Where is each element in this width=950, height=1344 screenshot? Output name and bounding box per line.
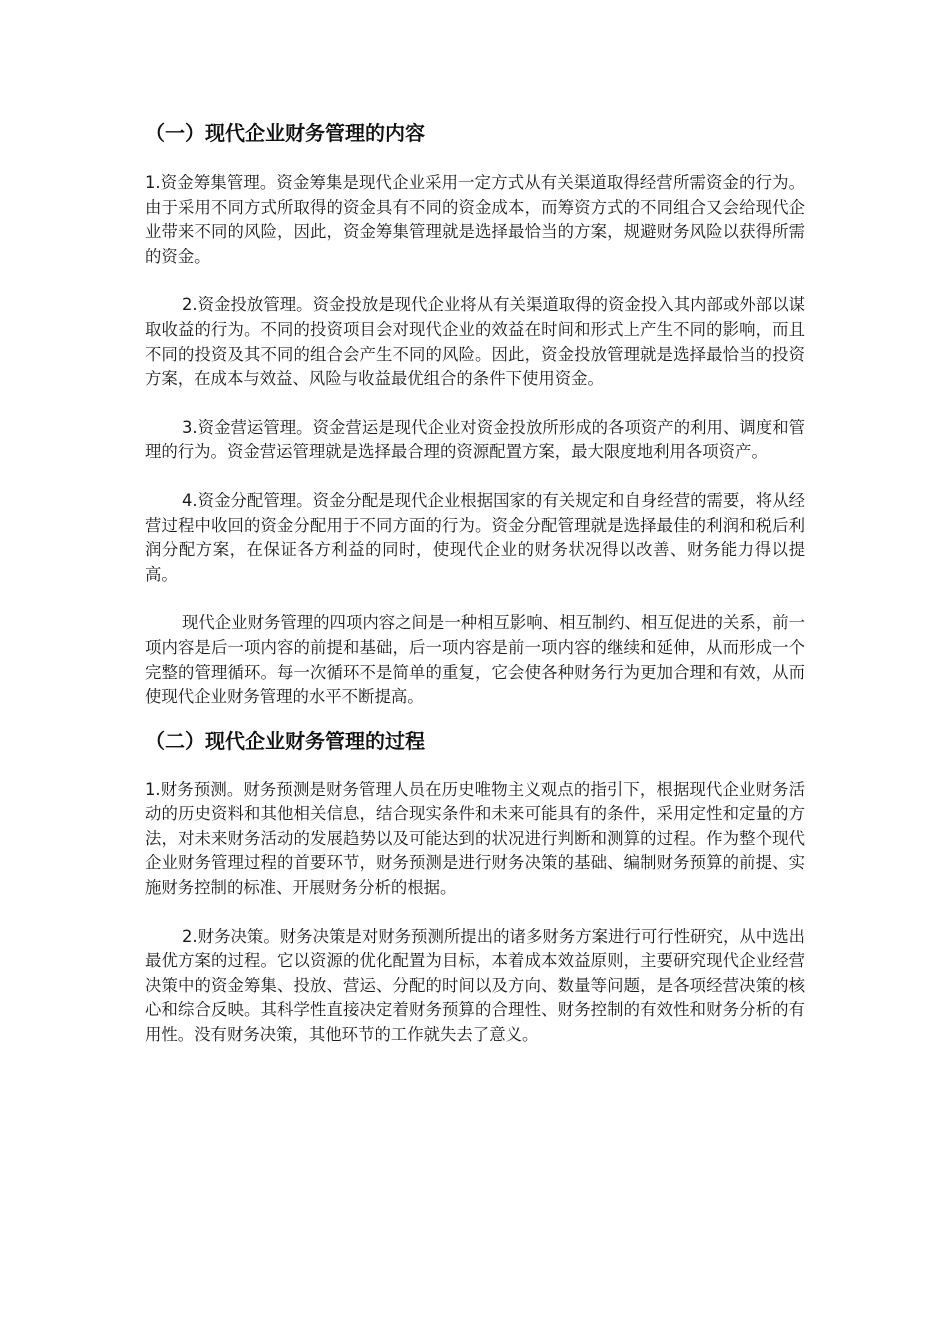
section1-paragraph-4: 4.资金分配管理。资金分配是现代企业根据国家的有关规定和自身经营的需要，将从经营过程中收回的资金分配用于不同方面的行为。资金分配管理就是选择最佳的利润和税后利润分配方案，在保证各方利益的同时，使现代企业的财务状况得以改善、财务能力得以提高。 — [145, 490, 805, 584]
section1-paragraph-1: 1.资金筹集管理。资金筹集是现代企业采用一定方式从有关渠道取得经营所需资金的行为。由于采用不同方式所取得的资金具有不同的资金成本，而筹资方式的不同组合又会给现代企业带来不同的风险，因此，资金筹集管理就是选择最恰当的方案，规避财务风险以获得所需的资金。 — [145, 173, 805, 266]
section2-paragraph-2: 2.财务决策。财务决策是对财务预测所提出的诸多财务方案进行可行性研究，从中选出最优方案的过程。它以资源的优化配置为目标，本着成本效益原则，主要研究现代企业经营决策中的资金筹集、投放、营运、分配的时间以及方向、数量等问题，是各项经营决策的核心和综合反映。其科学性直接决定着财务预算的合理性、财务控制的有效性和财务分析的有用性。没有财务决策，其他环节的工作就失去了意义。 — [145, 926, 805, 1045]
section2-heading: （二）现代企业财务管理的过程 — [145, 728, 425, 753]
section2-paragraph-1: 1.财务预测。财务预测是财务管理人员在历史唯物主义观点的指引下，根据现代企业财务活动的历史资料和其他相关信息，结合现实条件和未来可能具有的条件，采用定性和定量的方法，对未来财务活动的发展趋势以及可能达到的状况进行判断和测算的过程。作为整个现代企业财务管理过程的首要环节，财务预测是进行财务决策的基础、编制财务预算的前提、实施财务控制的标准、开展财务分析的根据。 — [145, 779, 805, 898]
document-page — [145, 118, 805, 1048]
section1-paragraph-3: 3.资金营运管理。资金营运是现代企业对资金投放所形成的各项资产的利用、调度和管理的行为。资金营运管理就是选择最合理的资源配置方案，最大限度地利用各项资产。 — [145, 417, 805, 462]
section1-paragraph-2: 2.资金投放管理。资金投放是现代企业将从有关渠道取得的资金投入其内部或外部以谋取收益的行为。不同的投资项目会对现代企业的效益在时间和形式上产生不同的影响，而且不同的投资及其不同的组合会产生不同的风险。因此，资金投放管理就是选择最恰当的投资方案，在成本与效益、风险与收益最优组合的条件下使用资金。 — [145, 295, 805, 389]
section1-heading: （一）现代企业财务管理的内容 — [145, 121, 425, 145]
section1-paragraph-5: 现代企业财务管理的四项内容之间是一种相互影响、相互制约、相互促进的关系，前一项内容是后一项内容的前提和基础，后一项内容是前一项内容的继续和延伸，从而形成一个完整的管理循环。每一次循环不是简单的重复，它会使各种财务行为更加合理和有效，从而使现代企业财务管理的水平不断提高。 — [145, 613, 805, 707]
